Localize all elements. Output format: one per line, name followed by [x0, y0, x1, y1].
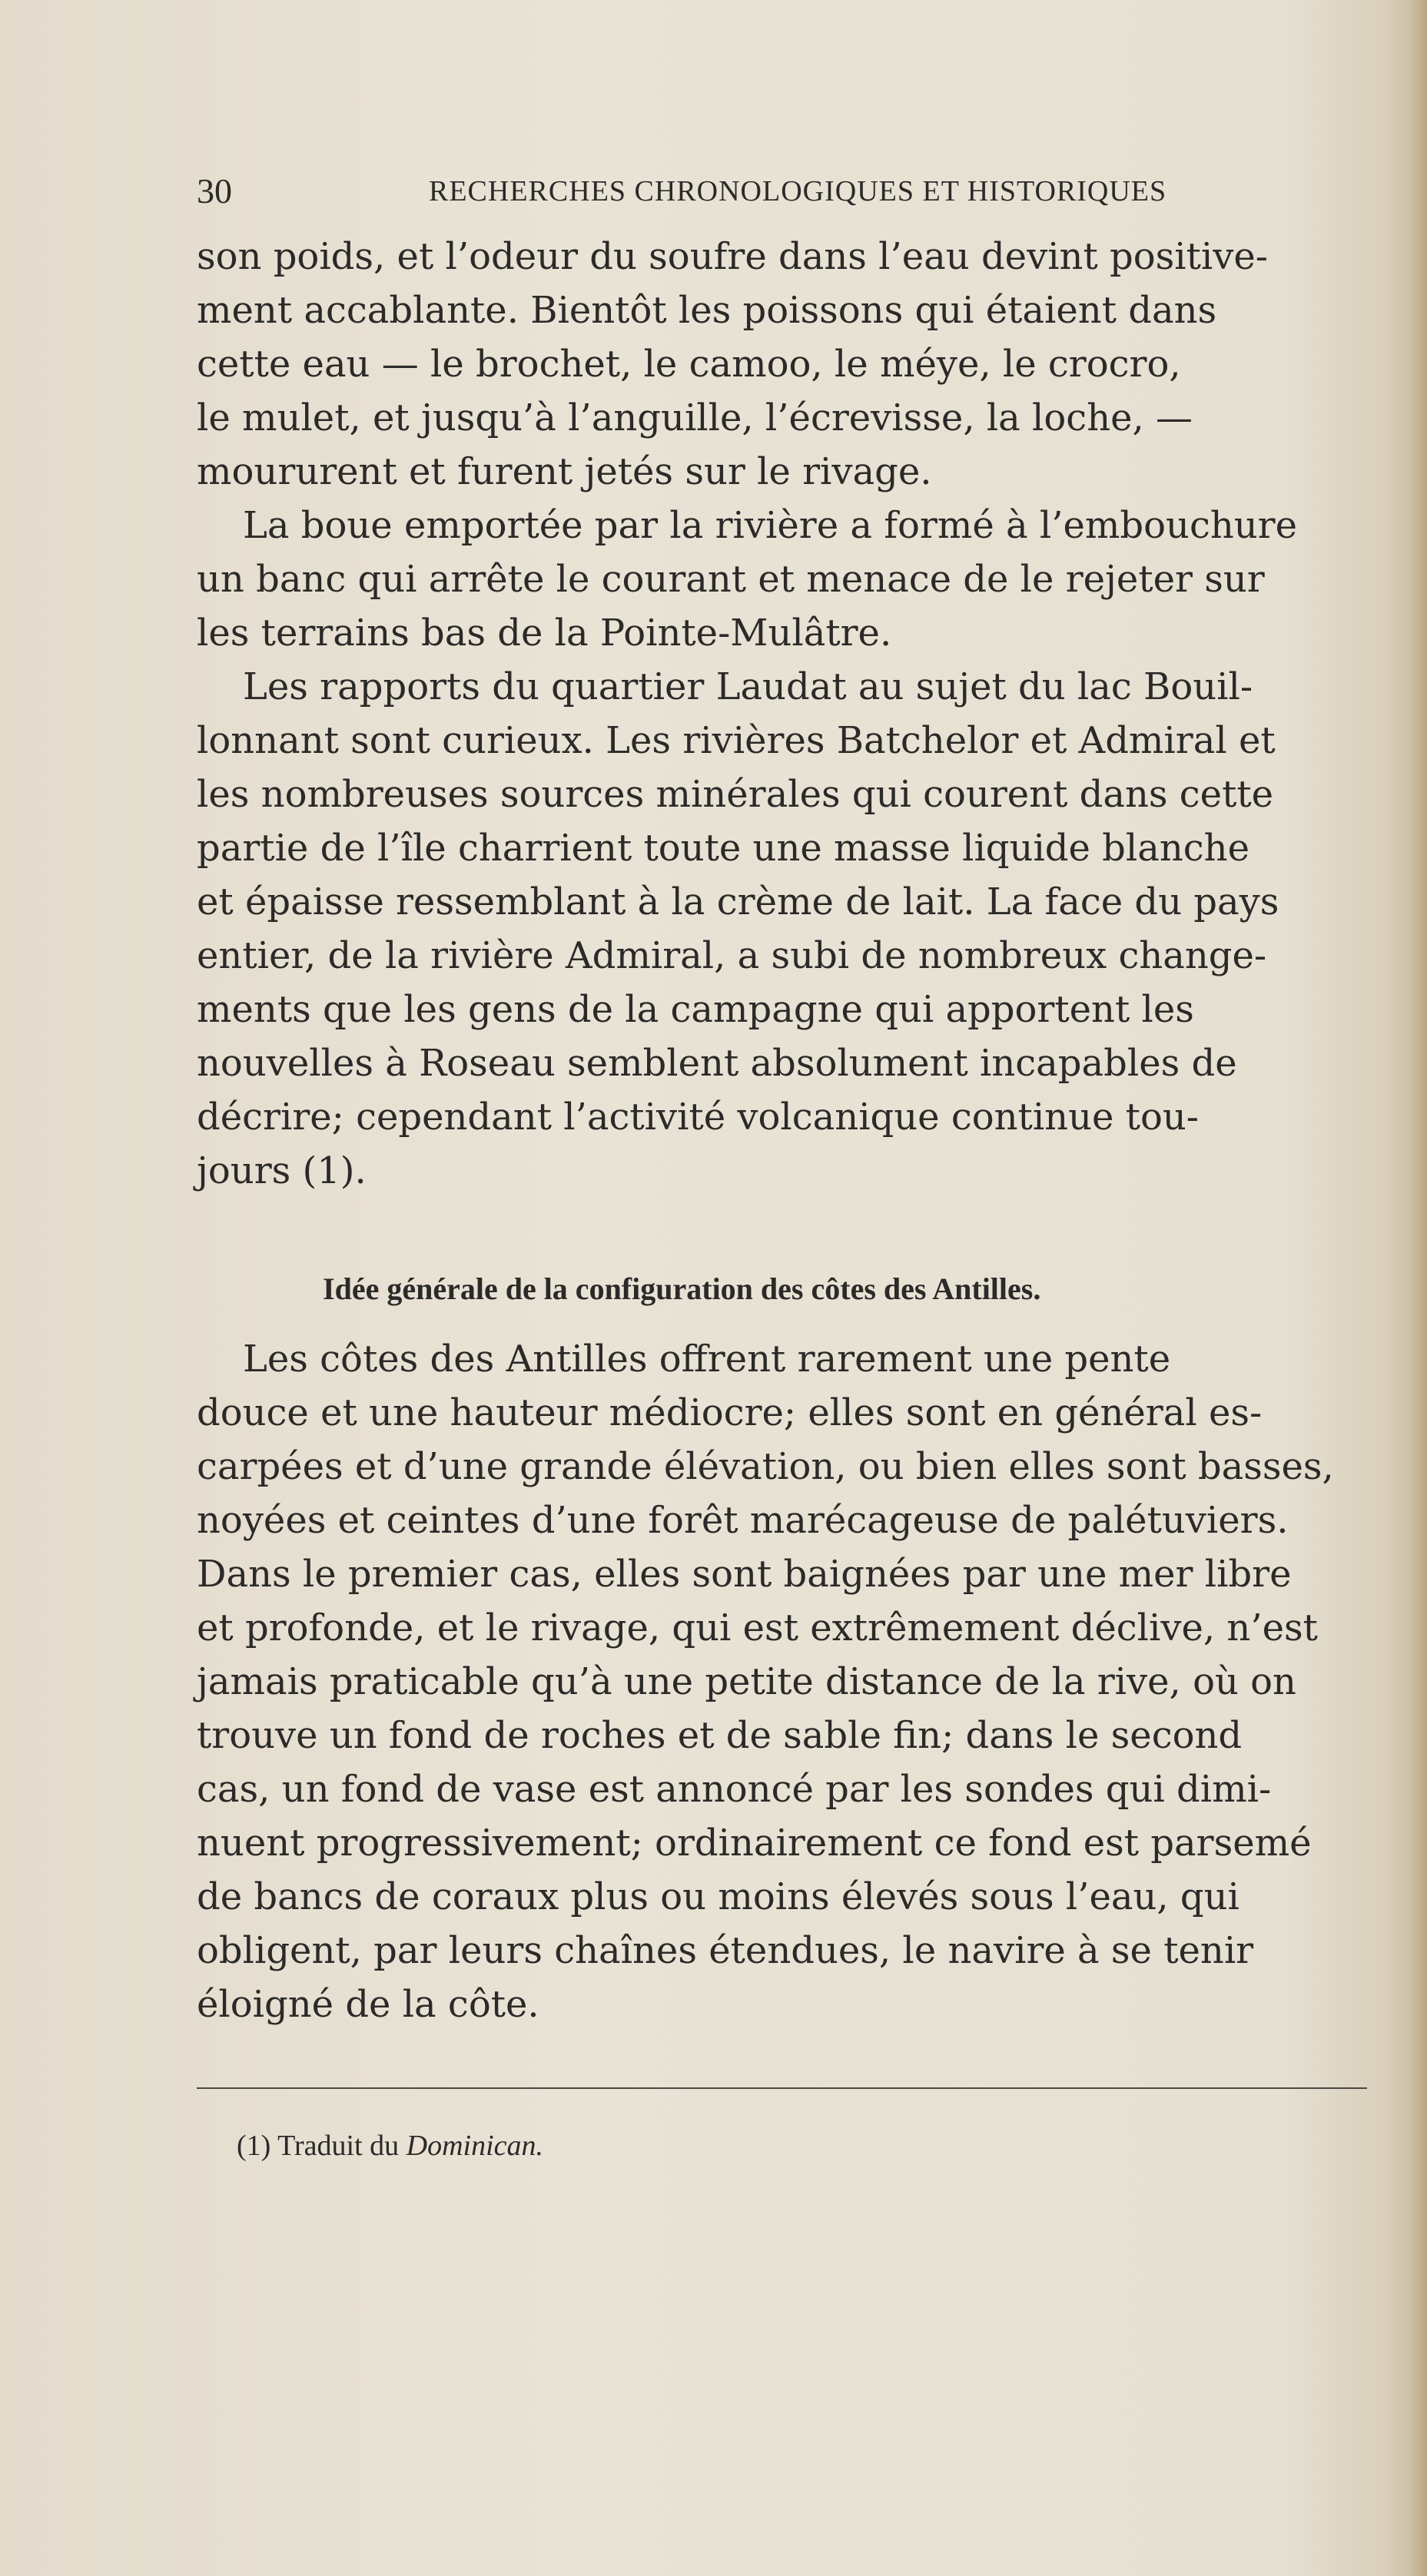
footnote: [237, 2128, 543, 2163]
body-line: les nombreuses sources minérales qui courent dans cette: [197, 773, 1274, 816]
body-line: les terrains bas de la Pointe-Mulâtre.: [197, 612, 892, 655]
body-line: entier, de la rivière Admiral, a subi de nombreux change-: [197, 934, 1267, 977]
body-line: trouve un fond de roches et de sable fin; dans le second: [197, 1714, 1243, 1757]
footnote-divider: [197, 2087, 1367, 2089]
body-line: son poids, et l’odeur du soufre dans l’eau devint positive-: [197, 235, 1268, 278]
body-line: éloigné de la côte.: [197, 1983, 539, 2026]
body-line: obligent, par leurs chaînes étendues, le navire à se tenir: [197, 1929, 1254, 1972]
section-subheading: Idée générale de la configuration des côtes des Antilles.: [323, 1271, 1041, 1306]
body-line: carpées et d’une grande élévation, ou bien elles sont basses,: [197, 1445, 1334, 1488]
running-title: RECHERCHES CHRONOLOGIQUES ET HISTORIQUES: [429, 175, 1167, 207]
body-line: décrire; cependant l’activité volcanique continue tou-: [197, 1096, 1199, 1139]
body-line: La boue emportée par la rivière a formé à l’embouchure: [243, 504, 1298, 547]
running-header: [197, 172, 1196, 211]
body-line: moururent et furent jetés sur le rivage.: [197, 450, 932, 493]
body-line: jours (1).: [197, 1149, 367, 1192]
body-line: ment accablante. Bientôt les poissons qui étaient dans: [197, 289, 1217, 332]
page-number: 30: [197, 171, 232, 211]
body-line: le mulet, et jusqu’à l’anguille, l’écrevisse, la loche, —: [197, 396, 1193, 439]
body-line: nouvelles à Roseau semblent absolument incapables de: [197, 1042, 1237, 1085]
body-line: noyées et ceintes d’une forêt marécageuse de palétuviers.: [197, 1499, 1289, 1542]
body-line: partie de l’île charrient toute une masse liquide blanche: [197, 827, 1249, 870]
footnote-marker: (1): [237, 2130, 271, 2162]
footnote-text: Traduit du: [277, 2130, 400, 2162]
body-line: et profonde, et le rivage, qui est extrêmement déclive, n’est: [197, 1606, 1318, 1649]
body-line: Les côtes des Antilles offrent rarement une pente: [243, 1338, 1171, 1381]
body-line: douce et une hauteur médiocre; elles sont en général es-: [197, 1391, 1263, 1434]
footnote-source: Dominican.: [406, 2130, 544, 2162]
body-line: un banc qui arrête le courant et menace de le rejeter sur: [197, 558, 1265, 601]
body-line: Les rapports du quartier Laudat au sujet du lac Bouil-: [243, 665, 1253, 708]
body-line: cette eau — le brochet, le camoo, le méye, le crocro,: [197, 343, 1181, 386]
body-line: ments que les gens de la campagne qui apportent les: [197, 988, 1194, 1031]
page-edge-shadow: [1410, 0, 1427, 2576]
body-line: et épaisse ressemblant à la crème de lait. La face du pays: [197, 880, 1279, 923]
body-line: cas, un fond de vase est annoncé par les sondes qui dimi-: [197, 1768, 1272, 1811]
body-line: jamais praticable qu’à une petite distance de la rive, où on: [197, 1660, 1296, 1703]
body-line: de bancs de coraux plus ou moins élevés sous l’eau, qui: [197, 1875, 1239, 1918]
body-line: Dans le premier cas, elles sont baignées par une mer libre: [197, 1553, 1292, 1596]
body-line: nuent progressivement; ordinairement ce fond est parsemé: [197, 1822, 1312, 1865]
body-line: lonnant sont curieux. Les rivières Batchelor et Admiral et: [197, 719, 1276, 762]
